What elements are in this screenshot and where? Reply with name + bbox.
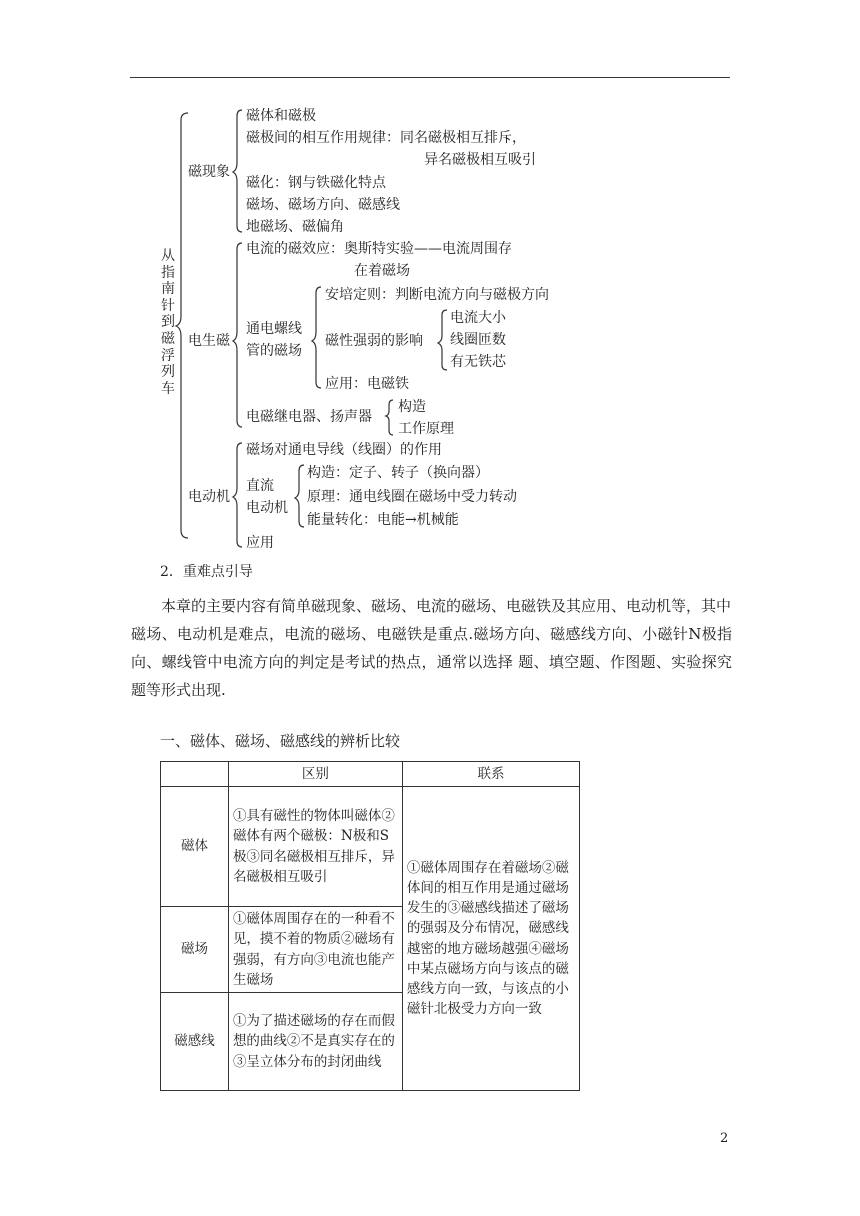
table-header-cell	[161, 762, 229, 787]
table-relation-cell: ①磁体周围存在着磁场②磁体间的相互作用是通过磁场发生的③磁感线描述了磁场的强弱及分布情况，磁感线越密的地方磁场越强④磁场中某点磁场方向与该点的磁感线方向一致，与该点的小磁针北极受力方向一致	[402, 787, 579, 1091]
b2-sub-label: 管的磁场	[246, 343, 302, 359]
comparison-table	[160, 761, 580, 1091]
b2-label: 电生磁	[188, 333, 230, 349]
b2-relay-item: 工作原理	[398, 421, 454, 437]
paragraph-body: 磁场、电动机是难点，电流的磁场、电磁铁是重点.磁场方向、磁感线方向、小磁针N极指向、螺线管中电流方向的判定是考试的热点，通常以选择 题、填空题、作图题、实验探究题等形式出现.	[131, 625, 732, 699]
table-diff-cell: ①为了描述磁场的存在而假想的曲线②不是真实存在的③呈立体分布的封闭曲线	[228, 993, 402, 1091]
b1-item: 磁极间的相互作用规律：同名磁极相互排斥，	[246, 130, 526, 146]
root-title-char: 指	[161, 264, 175, 281]
table-header-cell: 联系	[402, 762, 579, 787]
b1-item: 磁场、磁场方向、磁感线	[246, 197, 400, 213]
b2-item: 电流的磁效应：奥斯特实验——电流周围存	[246, 241, 512, 257]
table-row	[161, 787, 580, 907]
section-heading: 2．重难点引导	[160, 564, 253, 580]
b2-item: 在着磁场	[354, 263, 410, 279]
b2-bracket	[233, 243, 242, 427]
b3-sub-label: 电动机	[246, 500, 288, 516]
b2-sub-bracket	[312, 287, 321, 388]
b1-item: 磁体和磁极	[246, 108, 316, 124]
b2-relay-bracket	[386, 400, 393, 435]
table-row-name: 磁场	[161, 907, 229, 993]
b3-sub-item: 原理：通电线圈在磁场中受力转动	[307, 489, 517, 505]
root-title-char: 列	[161, 364, 175, 381]
b2-item: 电磁继电器、扬声器	[246, 409, 372, 425]
b3-label: 电动机	[188, 489, 230, 505]
b3-sub-label: 直流	[246, 478, 274, 494]
paragraph	[131, 592, 732, 704]
table-diff-cell: ①磁体周围存在的一种看不见，摸不着的物质②磁场有强弱，有方向③电流也能产生磁场	[228, 907, 402, 993]
table-header-cell: 区别	[228, 762, 402, 787]
b2-factor-bracket	[438, 310, 447, 370]
section-heading: 一、磁体、磁场、磁感线的辨析比较	[160, 732, 401, 750]
root-title-char: 车	[161, 380, 175, 397]
b3-sub-item: 构造：定子、转子（换向器）	[307, 465, 489, 481]
root-title-char: 从	[161, 248, 175, 264]
b2-factor: 有无铁芯	[450, 354, 506, 370]
root-title-char: 南	[161, 281, 175, 298]
b3-item: 应用	[246, 535, 274, 551]
b1-item: 磁化：钢与铁磁化特点	[246, 175, 386, 191]
b2-sub-label: 通电螺线	[246, 321, 302, 337]
b2-factor: 线圈匝数	[450, 332, 506, 348]
b1-bracket	[233, 110, 242, 232]
b2-sub-item: 磁性强弱的影响	[325, 333, 423, 349]
b3-sub-bracket	[295, 465, 304, 527]
root-title-char: 浮	[161, 347, 175, 364]
b2-sub-item: 应用：电磁铁	[325, 376, 409, 392]
b3-sub-item: 能量转化：电能→机械能	[307, 512, 459, 528]
root-title-char: 磁	[161, 330, 175, 347]
b1-item: 异名磁极相互吸引	[424, 152, 536, 168]
b1-item: 地磁场、磁偏角	[246, 219, 344, 235]
paragraph-first-line: 本章的主要内容有简单磁现象、磁场、电流的磁场、电磁铁及其应用、电动机等，其中	[161, 597, 732, 615]
b3-item: 磁场对通电导线（线圈）的作用	[246, 442, 442, 458]
b1-label: 磁现象	[188, 164, 230, 180]
table-diff-cell: ①具有磁性的物体叫磁体②磁体有两个磁极：N极和S极③同名磁极相互排斥，异名磁极相互吸引	[228, 787, 402, 907]
table-row-name: 磁感线	[161, 993, 229, 1091]
root-bracket	[176, 113, 188, 538]
root-title-char: 针	[161, 297, 175, 314]
b2-factor: 电流大小	[450, 310, 506, 326]
b3-bracket	[233, 443, 242, 547]
b2-sub-item: 安培定则：判断电流方向与磁极方向	[325, 287, 549, 303]
table-row-name: 磁体	[161, 787, 229, 907]
page-number: 2	[720, 1131, 729, 1146]
table-header-row	[161, 762, 580, 787]
root-title-char: 到	[161, 314, 175, 331]
b2-relay-item: 构造	[398, 399, 426, 415]
